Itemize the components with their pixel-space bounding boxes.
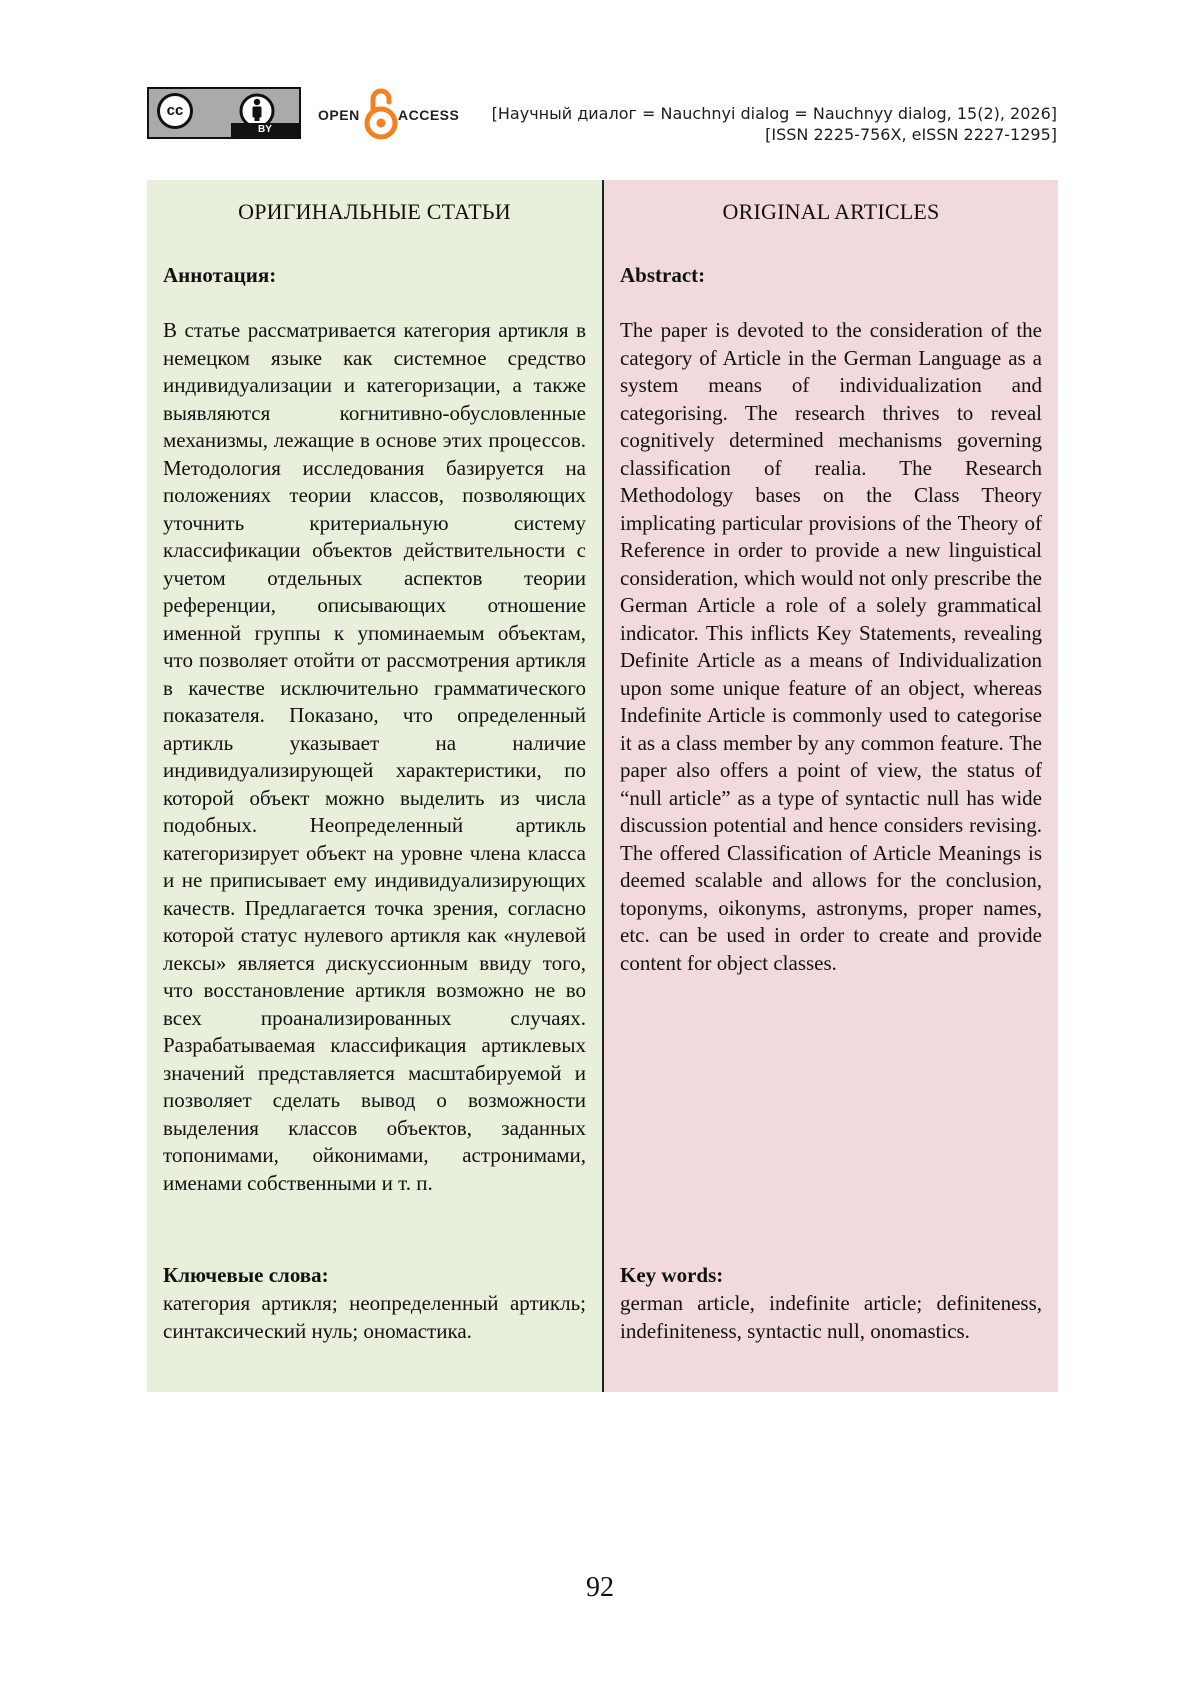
by-label: BY bbox=[231, 123, 299, 137]
abstract-heading-ru: Аннотация: bbox=[163, 263, 277, 287]
section-title-ru: ОРИГИНАЛЬНЫЕ СТАТЬИ bbox=[238, 199, 511, 224]
english-column bbox=[604, 180, 1058, 1392]
cc-icon: cc bbox=[157, 93, 193, 129]
russian-column bbox=[147, 180, 602, 1392]
journal-issn: [ISSN 2225-756X, eISSN 2227-1295] bbox=[765, 125, 1057, 144]
open-access-right-text: ACCESS bbox=[398, 107, 460, 123]
page-number: 92 bbox=[586, 1572, 614, 1603]
keywords-text-ru: категория артикля; неопределенный артикль; синтаксический нуль; ономастика. bbox=[163, 1291, 586, 1343]
abstract-text-en: The paper is devoted to the consideration of the category of Article in the German Language as a system means of individualization and categorising. The research thrives to reveal cognitively determined mechanisms governing classification of realia. The Research Methodology bases on the Class Theory implicating particular provisions of the Theory of Reference in order to provide a new linguistical consideration, which would not only prescribe the German Article a role of a solely grammatical indicator. This inflicts Key Statements, revealing Definite Article as a means of Individualization upon some unique feature of an object, whereas Indefinite Article is commonly used to categorise it as a class member by any common feature. The paper also offers a point of view, the status of “null article” as a type of syntactic null has wide discussion potential and hence considers revising. The offered Classification of Article Meanings is deemed scalable and allows for the conclusion, toponyms, oikonyms, astronyms, proper names, etc. can be used in order to create and provide content for object classes. bbox=[620, 318, 1042, 975]
keywords-heading-ru: Ключевые слова: bbox=[163, 1263, 329, 1287]
keywords-text-en: german article, indefinite article; definiteness, indefiniteness, syntactic null, onomastics. bbox=[620, 1291, 1042, 1343]
open-access-left-text: OPEN bbox=[318, 107, 360, 123]
abstract-heading-en: Abstract: bbox=[620, 263, 706, 287]
abstract-text-ru: В статье рассматривается категория артикля в немецком языке как системное средство индивидуализации и категоризации, а также выявляются когнитивно-обусловленные механизмы, лежащие в основе этих процессов. Методология исследования базируется на положениях теории классов, позволяющих уточнить критериальную систему классификации объектов действительности с учетом отдельных аспектов теории референции, описывающих отношение именной группы к упоминаемым объектам, что позволяет отойти от рассмотрения артикля в качестве исключительно грамматического показателя. Показано, что определенный артикль указывает на наличие индивидуализирующей характеристики, по которой объект можно выделить из числа подобных. Неопределенный артикль категоризирует объект на уровне члена класса и не приписывает ему индивидуализирующих качеств. Предлагается точка зрения, согласно которой статус нулевого артикля как «нулевой лексы» является дискуссионным ввиду того, что восстановление артикля возможно не во всех проанализированных случаях. Разрабатываемая классификация артиклевых значений представляется масштабируемой и позволяет сделать вывод о возможности выделения классов объектов, заданных топонимами, ойконимами, астронимами, именами собственными и т. п. bbox=[163, 318, 586, 1195]
keywords-heading-en: Key words: bbox=[620, 1263, 724, 1287]
journal-citation: [Научный диалог = Nauchnyi dialog = Nauchnyy dialog, 15(2), 2026] bbox=[491, 104, 1057, 123]
open-access-lock-icon bbox=[364, 86, 398, 140]
cc-by-license-badge bbox=[147, 87, 301, 139]
section-title-en: ORIGINAL ARTICLES bbox=[722, 199, 940, 224]
